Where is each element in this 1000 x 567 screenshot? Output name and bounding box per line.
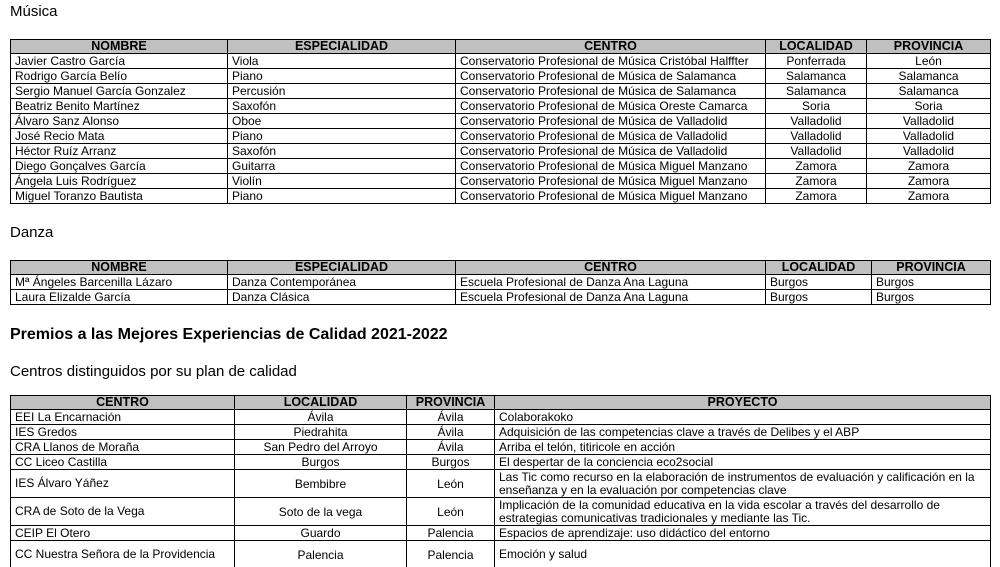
table-cell: Zamora xyxy=(766,174,867,189)
table-cell: San Pedro del Arroyo xyxy=(235,440,407,455)
table-row xyxy=(11,440,991,455)
table-row xyxy=(11,54,991,69)
table-row xyxy=(11,498,991,526)
table-cell: Oboe xyxy=(228,114,456,129)
column-header: PROVINCIA xyxy=(407,396,495,410)
table-cell: CC Nuestra Señora de la Providencia xyxy=(11,541,235,567)
table-cell: Burgos xyxy=(872,275,991,290)
table-cell: Burgos xyxy=(766,290,872,305)
table-cell: Burgos xyxy=(872,290,991,305)
table-cell: Javier Castro García xyxy=(11,54,228,69)
table-row xyxy=(11,541,991,567)
table-cell: Conservatorio Profesional de Música Miguel Manzano xyxy=(456,159,766,174)
table-cell: Soria xyxy=(766,99,867,114)
table-cell: Danza Clásica xyxy=(228,290,456,305)
table-cell: Zamora xyxy=(867,189,991,204)
premios-subtitle: Centros distinguidos por su plan de calidad xyxy=(10,363,297,380)
column-header: CENTRO xyxy=(456,40,766,54)
musica-table xyxy=(10,39,991,204)
table-cell: Conservatorio Profesional de Música de Valladolid xyxy=(456,129,766,144)
table-row xyxy=(11,290,991,305)
table-cell: Valladolid xyxy=(766,129,867,144)
column-header: PROYECTO xyxy=(495,396,991,410)
table-row xyxy=(11,99,991,114)
table-cell: Ponferrada xyxy=(766,54,867,69)
table-cell: Conservatorio Profesional de Música Cristóbal Halffter xyxy=(456,54,766,69)
column-header: ESPECIALIDAD xyxy=(228,40,456,54)
table-row xyxy=(11,425,991,440)
table-row xyxy=(11,189,991,204)
table-row xyxy=(11,84,991,99)
table-row xyxy=(11,526,991,541)
column-header: NOMBRE xyxy=(11,40,228,54)
column-header: CENTRO xyxy=(11,396,235,410)
table-row xyxy=(11,174,991,189)
premios-heading: Premios a las Mejores Experiencias de Calidad 2021-2022 xyxy=(10,326,448,343)
table-cell: Valladolid xyxy=(867,114,991,129)
table-cell: Palencia xyxy=(407,526,495,541)
table-cell: Zamora xyxy=(766,159,867,174)
table-cell: Bembibre xyxy=(235,470,407,498)
table-cell: Ávila xyxy=(407,425,495,440)
table-cell: Laura Elizalde García xyxy=(11,290,228,305)
table-row xyxy=(11,114,991,129)
table-cell: Valladolid xyxy=(867,129,991,144)
table-cell: Arriba el telón, titiricole en acción xyxy=(495,440,991,455)
table-cell: Burgos xyxy=(407,455,495,470)
table-cell: Escuela Profesional de Danza Ana Laguna xyxy=(456,275,766,290)
table-cell: Implicación de la comunidad educativa en la vida escolar a través del desarrollo de estrategias comunicativas tradicionales y mediante las Tic. xyxy=(495,498,991,526)
table-cell: Salamanca xyxy=(766,84,867,99)
table-cell: León xyxy=(867,54,991,69)
table-cell: EEI La Encarnación xyxy=(11,410,235,425)
table-row xyxy=(11,159,991,174)
table-cell: Zamora xyxy=(867,159,991,174)
table-cell: Burgos xyxy=(766,275,872,290)
column-header: CENTRO xyxy=(456,261,766,275)
table-cell: CRA Llanos de Moraña xyxy=(11,440,235,455)
table-cell: Mª Ángeles Barcenilla Lázaro xyxy=(11,275,228,290)
table-cell: Conservatorio Profesional de Música de Salamanca xyxy=(456,69,766,84)
table-cell: Las Tic como recurso en la elaboración de instrumentos de evaluación y calificación en la enseñanza y en la evaluación por competencias clave xyxy=(495,470,991,498)
column-header: LOCALIDAD xyxy=(235,396,407,410)
column-header: NOMBRE xyxy=(11,261,228,275)
table-cell: Ávila xyxy=(235,410,407,425)
table-row xyxy=(11,410,991,425)
table-cell: Adquisición de las competencias clave a través de Delibes y el ABP xyxy=(495,425,991,440)
table-cell: Soto de la vega xyxy=(235,498,407,526)
table-cell: Palencia xyxy=(407,541,495,567)
table-cell: Salamanca xyxy=(766,69,867,84)
table-cell: CC Liceo Castilla xyxy=(11,455,235,470)
table-cell: Guardo xyxy=(235,526,407,541)
table-cell: Percusión xyxy=(228,84,456,99)
table-cell: Piano xyxy=(228,189,456,204)
table-cell: Álvaro Sanz Alonso xyxy=(11,114,228,129)
column-header: LOCALIDAD xyxy=(766,261,872,275)
premios-table xyxy=(10,395,991,567)
table-row xyxy=(11,470,991,498)
table-cell: El despertar de la conciencia eco2social xyxy=(495,455,991,470)
table-cell: Héctor Ruíz Arranz xyxy=(11,144,228,159)
table-row xyxy=(11,69,991,84)
table-cell: León xyxy=(407,470,495,498)
table-cell: Sergio Manuel García Gonzalez xyxy=(11,84,228,99)
table-cell: Piano xyxy=(228,129,456,144)
table-cell: José Recio Mata xyxy=(11,129,228,144)
table-cell: Soria xyxy=(867,99,991,114)
table-cell: Ávila xyxy=(407,410,495,425)
table-row xyxy=(11,129,991,144)
table-cell: Miguel Toranzo Bautista xyxy=(11,189,228,204)
table-cell: Escuela Profesional de Danza Ana Laguna xyxy=(456,290,766,305)
column-header: PROVINCIA xyxy=(867,40,991,54)
table-cell: Valladolid xyxy=(766,144,867,159)
table-cell: Saxofón xyxy=(228,99,456,114)
table-cell: Piano xyxy=(228,69,456,84)
table-cell: Zamora xyxy=(867,174,991,189)
table-cell: Conservatorio Profesional de Música de Valladolid xyxy=(456,114,766,129)
table-cell: Conservatorio Profesional de Música de Salamanca xyxy=(456,84,766,99)
table-cell: Salamanca xyxy=(867,69,991,84)
table-cell: Zamora xyxy=(766,189,867,204)
table-cell: Saxofón xyxy=(228,144,456,159)
table-cell: Violín xyxy=(228,174,456,189)
table-cell: Valladolid xyxy=(766,114,867,129)
danza-table xyxy=(10,260,991,305)
table-row xyxy=(11,455,991,470)
table-cell: Conservatorio Profesional de Música Miguel Manzano xyxy=(456,174,766,189)
table-cell: Salamanca xyxy=(867,84,991,99)
table-cell: Viola xyxy=(228,54,456,69)
table-cell: Emoción y salud xyxy=(495,541,991,567)
table-cell: Burgos xyxy=(235,455,407,470)
table-cell: Guitarra xyxy=(228,159,456,174)
table-header-row xyxy=(11,261,991,275)
danza-heading: Danza xyxy=(10,224,54,241)
table-cell: Conservatorio Profesional de Música Miguel Manzano xyxy=(456,189,766,204)
column-header: PROVINCIA xyxy=(872,261,991,275)
table-cell: Colaborakoko xyxy=(495,410,991,425)
table-cell: Ángela Luis Rodríguez xyxy=(11,174,228,189)
musica-heading: Música xyxy=(10,3,58,20)
table-cell: Conservatorio Profesional de Música Oreste Camarca xyxy=(456,99,766,114)
table-cell: Piedrahita xyxy=(235,425,407,440)
table-cell: CRA de Soto de la Vega xyxy=(11,498,235,526)
table-cell: IES Gredos xyxy=(11,425,235,440)
table-cell: Palencia xyxy=(235,541,407,567)
column-header: LOCALIDAD xyxy=(766,40,867,54)
table-header-row xyxy=(11,40,991,54)
table-row xyxy=(11,275,991,290)
column-header: ESPECIALIDAD xyxy=(228,261,456,275)
table-cell: Rodrigo García Belío xyxy=(11,69,228,84)
table-cell: Espacios de aprendizaje: uso didáctico del entorno xyxy=(495,526,991,541)
table-header-row xyxy=(11,396,991,410)
table-cell: Valladolid xyxy=(867,144,991,159)
table-cell: IES Álvaro Yáñez xyxy=(11,470,235,498)
table-cell: Beatriz Benito Martínez xyxy=(11,99,228,114)
table-cell: Conservatorio Profesional de Música de Valladolid xyxy=(456,144,766,159)
table-cell: Diego Gonçalves García xyxy=(11,159,228,174)
table-cell: Ávila xyxy=(407,440,495,455)
table-cell: León xyxy=(407,498,495,526)
table-row xyxy=(11,144,991,159)
table-cell: Danza Contemporánea xyxy=(228,275,456,290)
table-cell: CEIP El Otero xyxy=(11,526,235,541)
